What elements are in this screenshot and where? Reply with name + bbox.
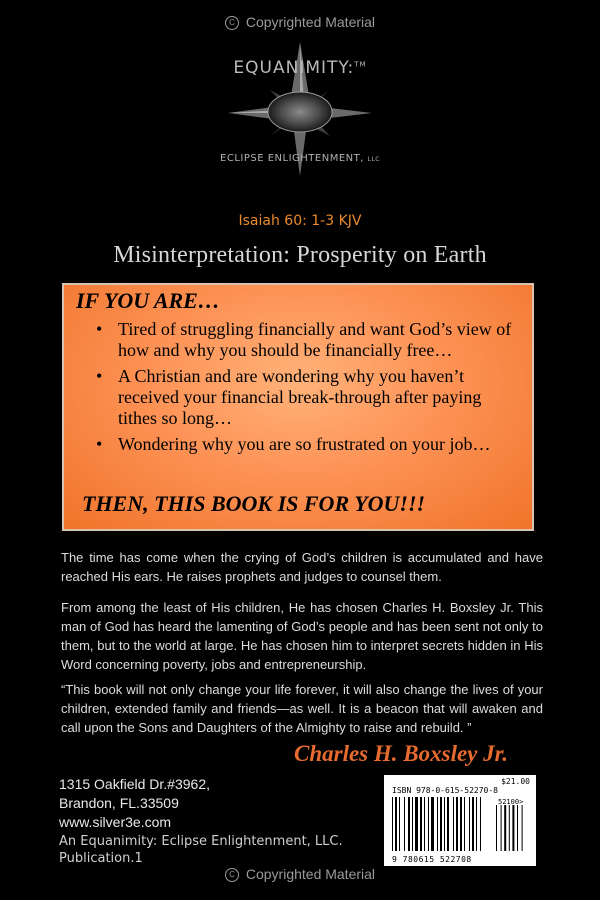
list-item-text: Tired of struggling financially and want God’s view of how and why you should be financially free… <box>118 319 512 360</box>
promo-list <box>94 319 519 460</box>
logo-subtitle-text: ECLIPSE ENLIGHTENMENT, <box>220 153 364 164</box>
addon-bar <box>496 805 497 851</box>
list-item <box>94 434 519 455</box>
barcode-bar <box>392 797 393 851</box>
author-signature: Charles H. Boxsley Jr. <box>294 741 509 766</box>
barcode-bar <box>395 797 397 851</box>
barcode-bar <box>420 797 422 851</box>
barcode-bar <box>464 797 465 851</box>
address-line-1: 1315 Oakfield Dr.#3962, <box>59 776 210 792</box>
copyright-icon: C <box>225 868 239 882</box>
barcode-addon-text: 52100> <box>498 798 524 806</box>
testimonial-quote: “This book will not only change your life forever, it will also change the lives of your children, extended family and friends—as well. It is a beacon that will awaken and call upon the Sons and Daughters of the Almighty to raise and rebuild. ” <box>61 682 543 735</box>
logo-subtitle-suffix: LLC <box>367 156 380 163</box>
barcode-bar <box>424 797 425 851</box>
isbn-label: ISBN 978-0-615-52270-8 <box>392 786 498 795</box>
isbn-barcode <box>384 775 536 866</box>
bullet-icon: • <box>96 319 103 339</box>
barcode-bar <box>460 797 462 851</box>
publisher-line-1: An Equanimity: Eclipse Enlightenment, LLC. <box>59 834 343 849</box>
promo-box <box>62 283 534 531</box>
barcode-bar <box>469 797 470 851</box>
publisher-logo <box>200 38 400 188</box>
logo-subtitle <box>200 153 400 164</box>
trademark-mark: TM <box>354 60 367 69</box>
bullet-icon: • <box>96 366 103 386</box>
barcode-bar <box>415 797 418 851</box>
logo-title-text: EQUANIMITY: <box>233 58 355 78</box>
barcode-bar <box>447 797 449 851</box>
list-item <box>94 366 519 429</box>
addon-bar <box>522 805 523 851</box>
addon-bar <box>512 805 514 851</box>
watermark-text: Copyrighted Material <box>245 14 376 30</box>
barcode-bar <box>412 797 413 851</box>
barcode-bar <box>472 797 474 851</box>
barcode-bar <box>476 797 477 851</box>
barcode-digits: 9 780615 522708 <box>392 855 472 864</box>
publisher-credit <box>59 833 343 867</box>
logo-title <box>200 58 400 78</box>
bullet-icon: • <box>96 434 103 454</box>
website-text: www.silver3e.com <box>59 814 172 830</box>
list-item-text: Wondering why you are so frustrated on your job… <box>118 434 491 454</box>
price-label: $21.00 <box>501 777 530 786</box>
copyright-watermark-top <box>0 14 600 30</box>
publisher-line-2: Publication.1 <box>59 851 143 866</box>
addon-bar <box>509 805 510 851</box>
barcode-bar <box>440 797 442 851</box>
contact-address <box>59 775 210 832</box>
barcode-bars <box>390 797 530 853</box>
copyright-watermark-bottom <box>0 866 600 882</box>
barcode-bar <box>431 797 434 851</box>
description-paragraph-1: The time has come when the crying of God’s children is accumulated and have reached His ears. He raises prophets and judges to counsel them. <box>61 550 543 584</box>
barcode-bar <box>453 797 454 851</box>
addon-bar <box>517 805 518 851</box>
description-paragraph-2: From among the least of His children, He has chosen Charles H. Boxsley Jr. This man of God has heard the lamenting of God’s people and has been sent not only to them, but to the world at large. He has chosen him to interpret secrets hidden in His Word concerning poverty, jobs and entrepreneurship. <box>61 600 543 672</box>
book-headline: Misinterpretation: Prosperity on Earth <box>113 242 487 268</box>
scripture-reference: Isaiah 60: 1-3 KJV <box>238 213 362 229</box>
barcode-bar <box>428 797 429 851</box>
barcode-bar <box>437 797 438 851</box>
copyright-icon: C <box>225 16 239 30</box>
list-item <box>94 319 519 361</box>
barcode-bar <box>444 797 445 851</box>
watermark-text: Copyrighted Material <box>245 866 376 882</box>
list-item-text: A Christian and are wondering why you haven’t received your financial break-through after paying tithes so long… <box>118 366 482 428</box>
barcode-bar <box>456 797 458 851</box>
barcode-bar <box>404 797 405 851</box>
promo-title: IF YOU ARE… <box>76 288 220 313</box>
barcode-bar <box>399 797 400 851</box>
addon-bar <box>501 805 502 851</box>
address-line-2: Brandon, FL.33509 <box>59 795 179 811</box>
barcode-bar <box>408 797 410 851</box>
addon-bar <box>504 805 506 851</box>
barcode-bar <box>480 797 481 851</box>
promo-call-to-action: THEN, THIS BOOK IS FOR YOU!!! <box>82 491 426 516</box>
